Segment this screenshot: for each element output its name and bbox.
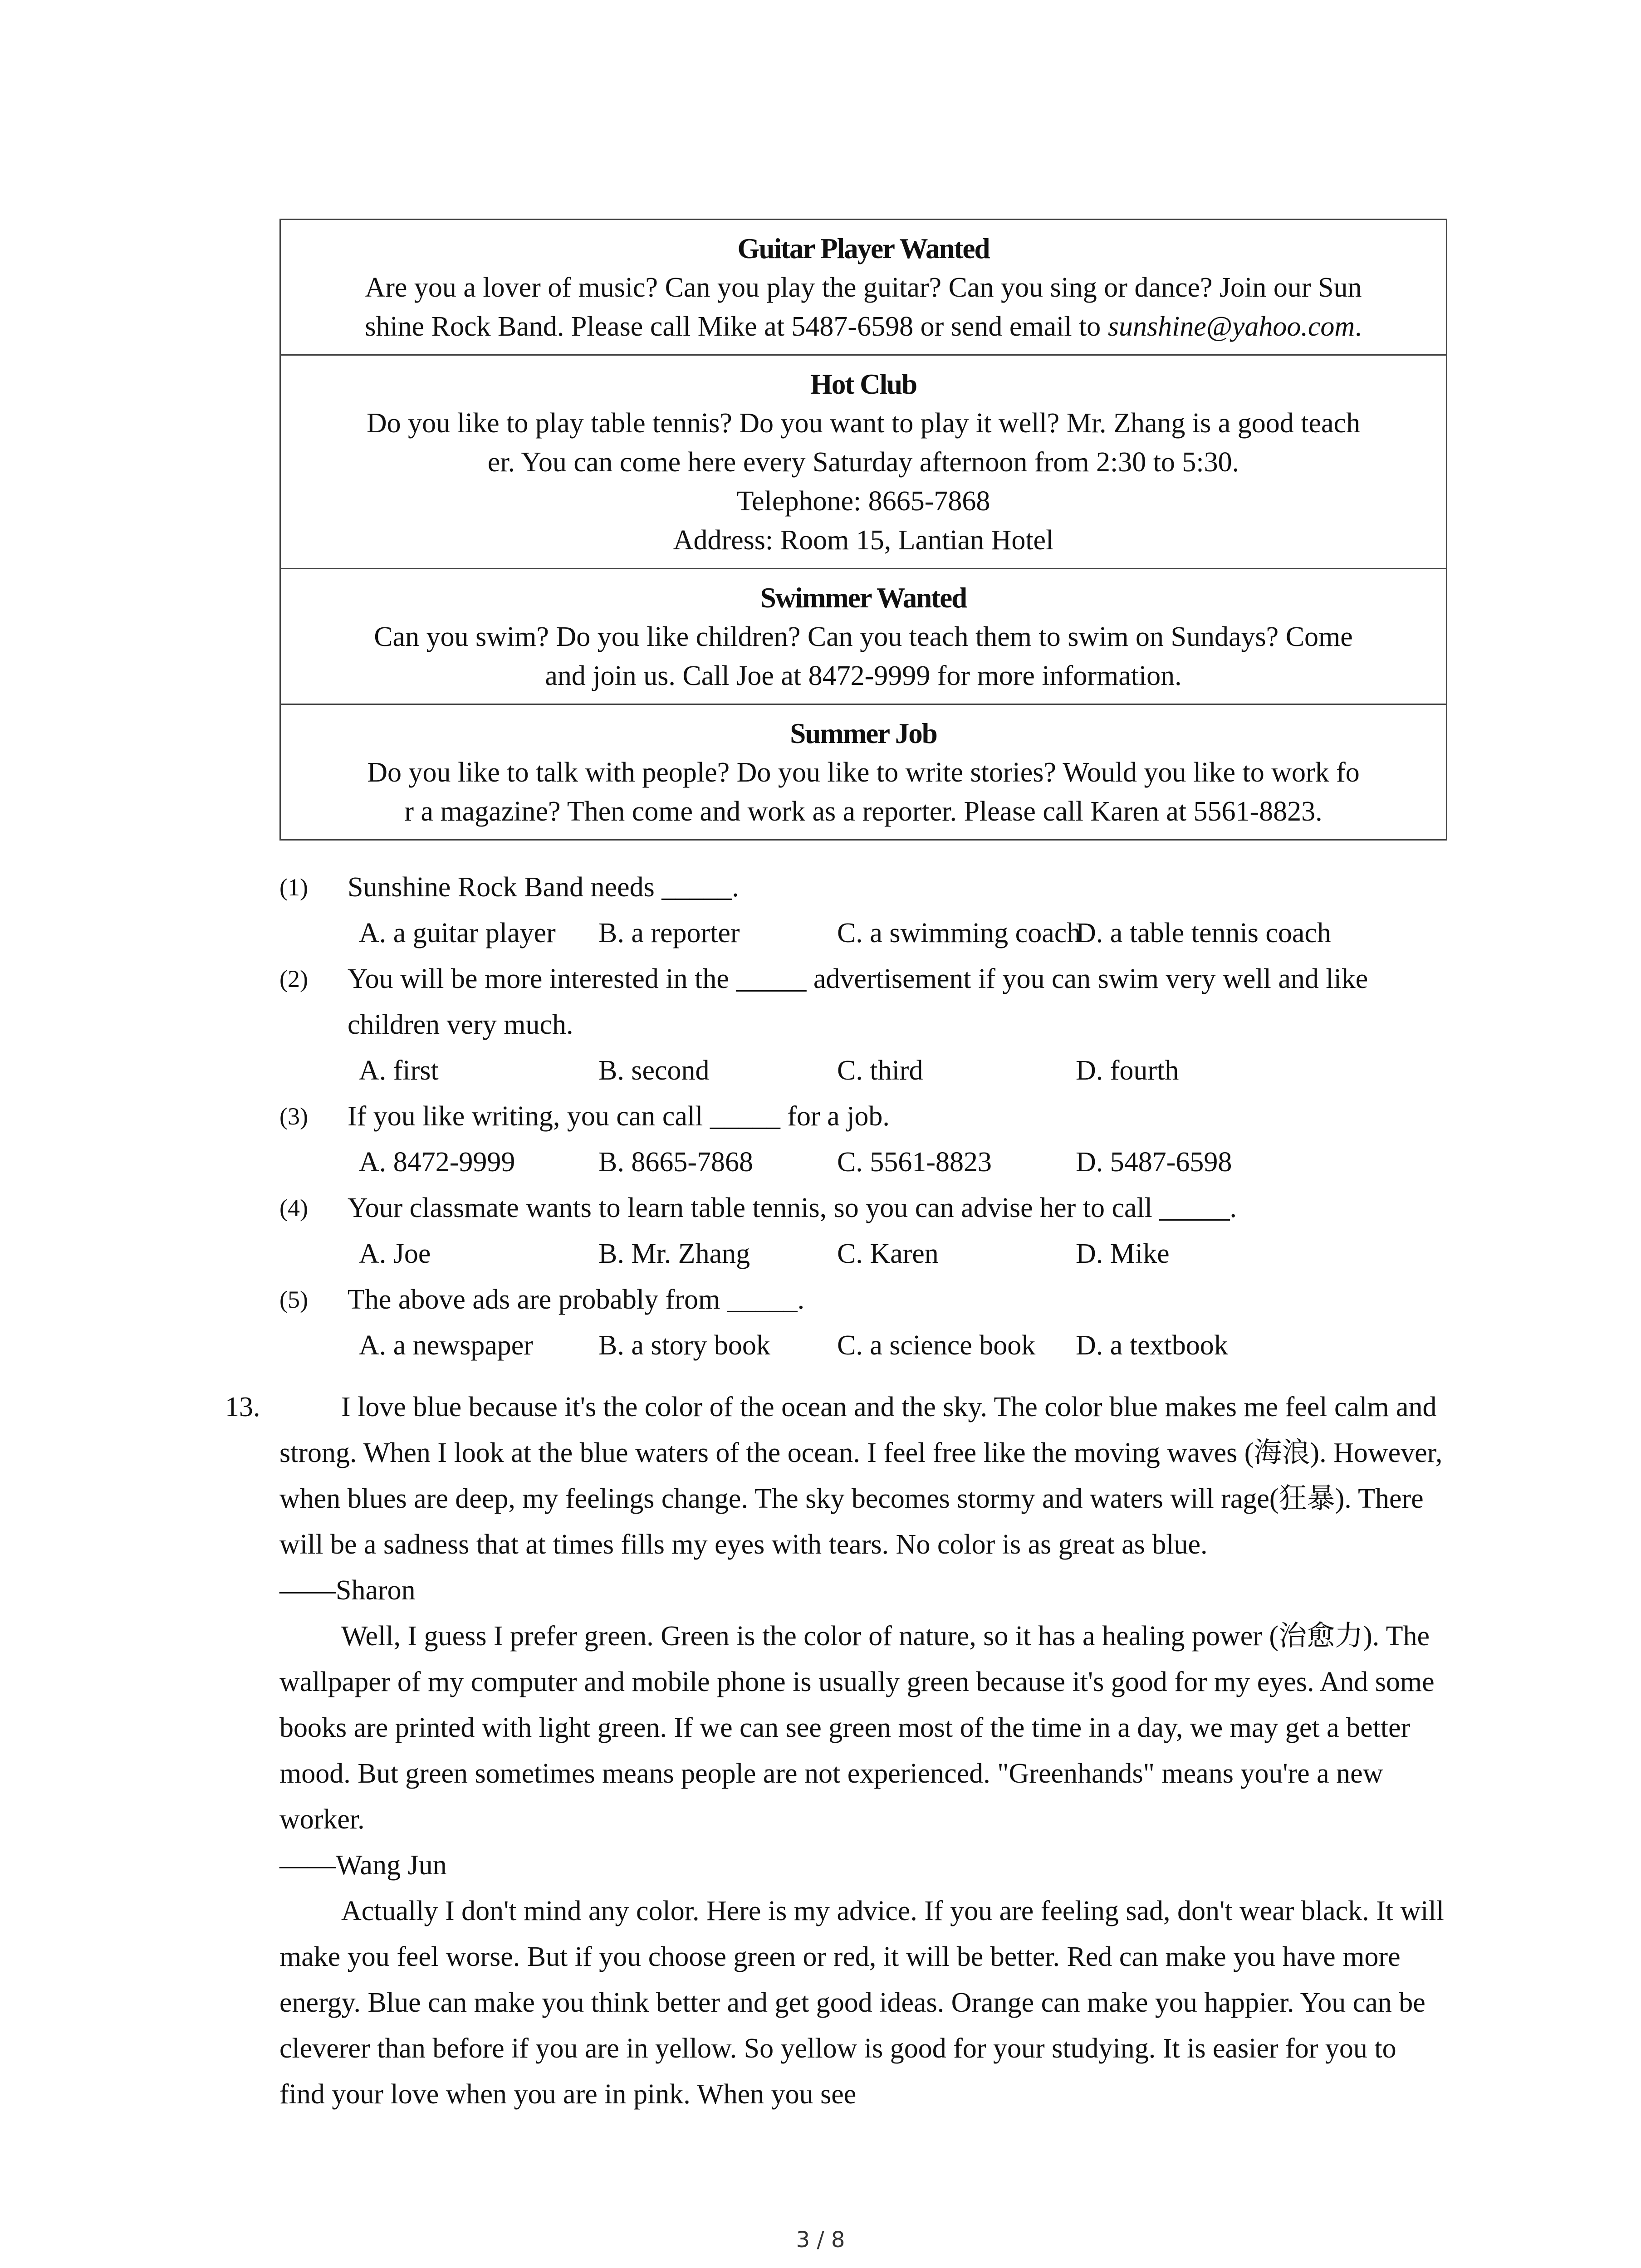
question-stem: Sunshine Rock Band needs _____. [348, 872, 739, 903]
ad-guitar-player [281, 220, 1446, 354]
option-c: C. Karen [837, 1238, 939, 1269]
option-b: B. a story book [598, 1330, 770, 1361]
question-number: (3) [279, 1103, 308, 1130]
ads-table [279, 219, 1447, 841]
option-row [359, 1323, 1459, 1369]
ad-line: Can you swim? Do you like children? Can you teach them to swim on Sundays? Come [374, 621, 1353, 652]
ad-title: Hot Club [810, 368, 917, 400]
passage-paragraph-1: I love blue because it's the color of the ocean and the sky. The color blue makes me feel calm and strong. When I look at the blue waters of the ocean. I feel free like the moving waves (海浪). However, when blues are deep, my feelings change. The sky becomes stormy and waters will rage(狂暴). There will be a sadness that at times fills my eyes with tears. No color is as great as blue. [279, 1392, 1443, 1560]
option-b: B. Mr. Zhang [598, 1238, 750, 1269]
ad-address: Address: Room 15, Lantian Hotel [673, 525, 1054, 556]
email-link[interactable]: sunshine@yahoo.com [1107, 311, 1355, 342]
ad-summer-job [281, 704, 1446, 839]
option-c: C. 5561-8823 [837, 1147, 992, 1178]
question-stem: You will be more interested in the _____ advertisement if you can swim very well and like children very much. [348, 963, 1368, 1040]
passage-paragraph-2: Well, I guess I prefer green. Green is the color of nature, so it has a healing power (治愈力). The wallpaper of my computer and mobile phone is usually green because it's good for my eyes. And some books are printed with light green. If we can see green most of the time in a day, we may get a better mood. But green sometimes means people are not experienced. "Greenhands" means you're a new worker. [279, 1621, 1435, 1835]
ad-title: Swimmer Wanted [760, 582, 967, 614]
ad-line-with-email [291, 307, 1436, 346]
ad-line-text: shine Rock Band. Please call Mike at 5487-6598 or send email to [365, 311, 1108, 342]
ad-title: Summer Job [790, 718, 937, 749]
question-stem: If you like writing, you can call _____ for a job. [348, 1101, 890, 1132]
option-b: B. a reporter [598, 918, 740, 948]
option-a: A. Joe [359, 1238, 431, 1269]
page-number: 3 / 8 [796, 2227, 845, 2253]
passage-signature-2: ——Wang Jun [279, 1850, 447, 1881]
ad-line: Do you like to play table tennis? Do you want to play it well? Mr. Zhang is a good teach [366, 408, 1361, 439]
question-number: (4) [279, 1194, 308, 1222]
passage-signature-1: ——Sharon [279, 1575, 416, 1606]
question-list [279, 865, 1459, 1369]
option-a: A. first [359, 1055, 439, 1086]
passage-paragraph-3: Actually I don't mind any color. Here is my advice. If you are feeling sad, don't wear black. It will make you feel worse. But if you choose green or red, it will be better. Red can make you have more energy. Blue can make you think better and get good ideas. Orange can make you happier. You can be cleverer than before if you are in yellow. So yellow is good for your studying. It is easier for you to find your love when you are in pink. When you see [279, 1896, 1444, 2110]
passage-body [279, 1384, 1448, 2117]
option-d: D. a table tennis coach [1076, 918, 1331, 948]
ad-line: Do you like to talk with people? Do you like to write stories? Would you like to work fo [367, 757, 1360, 788]
ad-hot-club [281, 354, 1446, 568]
reading-passage-13 [225, 1384, 1459, 2117]
ad-body [291, 268, 1436, 346]
option-d: D. Mike [1076, 1238, 1170, 1269]
option-c: C. a swimming coach [837, 918, 1081, 948]
question-number: (2) [279, 965, 308, 992]
question-stem: Your classmate wants to learn table tennis, so you can advise her to call _____. [348, 1193, 1237, 1223]
question-2 [279, 956, 1459, 1094]
question-4 [279, 1185, 1459, 1277]
ad-line: r a magazine? Then come and work as a reporter. Please call Karen at 5561-8823. [404, 796, 1323, 827]
option-c: C. a science book [837, 1330, 1036, 1361]
option-b: B. 8665-7868 [598, 1147, 753, 1178]
ad-line: and join us. Call Joe at 8472-9999 for more information. [545, 660, 1182, 691]
ad-swimmer-wanted [281, 568, 1446, 704]
option-a: A. a guitar player [359, 918, 556, 948]
question-number: (1) [279, 874, 308, 901]
option-row [359, 1139, 1459, 1185]
option-b: B. second [598, 1055, 710, 1086]
passage-number: 13. [225, 1392, 260, 1422]
option-d: D. a textbook [1076, 1330, 1228, 1361]
ad-line: er. You can come here every Saturday afternoon from 2:30 to 5:30. [487, 447, 1239, 478]
option-row [359, 1048, 1459, 1094]
ad-line: Are you a lover of music? Can you play the guitar? Can you sing or dance? Join our Sun [365, 272, 1362, 303]
ad-title: Guitar Player Wanted [737, 233, 989, 264]
question-number: (5) [279, 1286, 308, 1313]
option-d: D. 5487-6598 [1076, 1147, 1232, 1178]
ad-telephone: Telephone: 8665-7868 [736, 486, 990, 517]
option-row [359, 1231, 1459, 1277]
question-stem: The above ads are probably from _____. [348, 1284, 805, 1315]
question-1 [279, 865, 1459, 956]
option-d: D. fourth [1076, 1055, 1179, 1086]
ad-line-suffix: . [1355, 311, 1362, 342]
option-c: C. third [837, 1055, 923, 1086]
question-3 [279, 1094, 1459, 1185]
question-5 [279, 1277, 1459, 1369]
option-row [359, 910, 1459, 956]
option-a: A. a newspaper [359, 1330, 533, 1361]
option-a: A. 8472-9999 [359, 1147, 515, 1178]
